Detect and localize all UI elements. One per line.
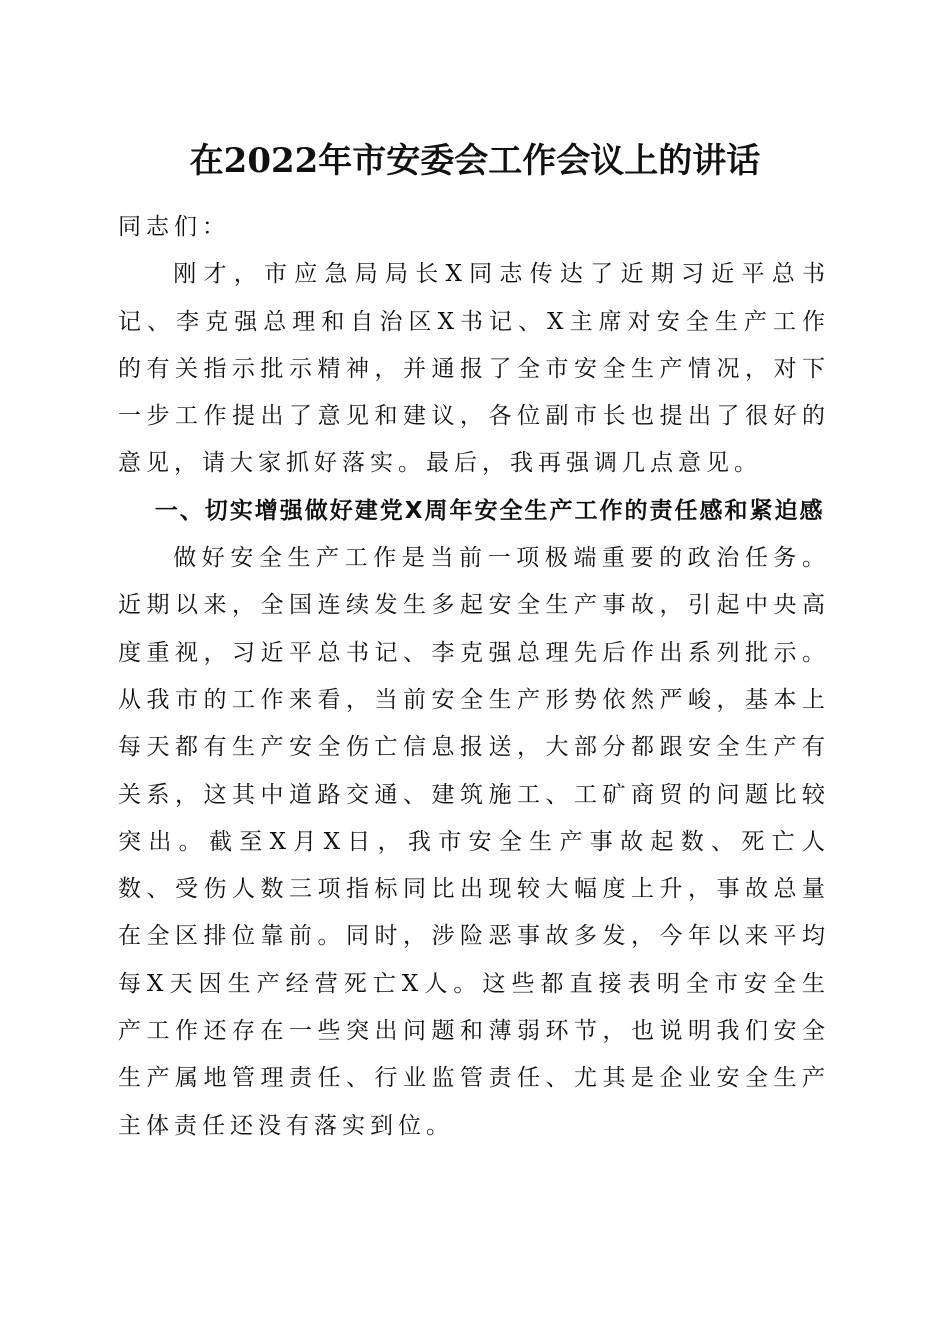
document-body [118,204,830,1150]
section-heading-1: 一、切实增强做好建党X周年安全生产工作的责任感和紧迫感 [154,497,825,524]
paragraph-section-1: 做好安全生产工作是当前一项极端重要的政治任务。近期以来，全国连续发生多起安全生产事故，引起中央高度重视，习近平总书记、李克强总理先后作出系列批示。从我市的工作来看，当前安全生产形势依然严峻，基本上每天都有生产安全伤亡信息报送，大部分都跟安全生产有关系，这其中道路交通、建筑施工、工矿商贸的问题比较突出。截至X月X日，我市安全生产事故起数、死亡人数、受伤人数三项指标同比出现较大幅度上升，事故总量在全区排位靠前。同时，涉险恶事故多发，今年以来平均每X天因生产经营死亡X人。这些都直接表明全市安全生产工作还存在一些突出问题和薄弱环节，也说明我们安全生产属地管理责任、行业监管责任、尤其是企业安全生产主体责任还没有落实到位。 [118,545,830,1139]
document-title: 在2022年市安委会工作会议上的讲话 [189,141,761,181]
salutation: 同志们： [118,214,230,240]
paragraph-intro: 刚才，市应急局局长X同志传达了近期习近平总书记、李克强总理和自治区X书记、X主席对安全生产工作的有关指示批示精神，并通报了全市安全生产情况，对下一步工作提出了意见和建议，各位副市长也提出了很好的意见，请大家抓好落实。最后，我再强调几点意见。 [118,261,830,477]
